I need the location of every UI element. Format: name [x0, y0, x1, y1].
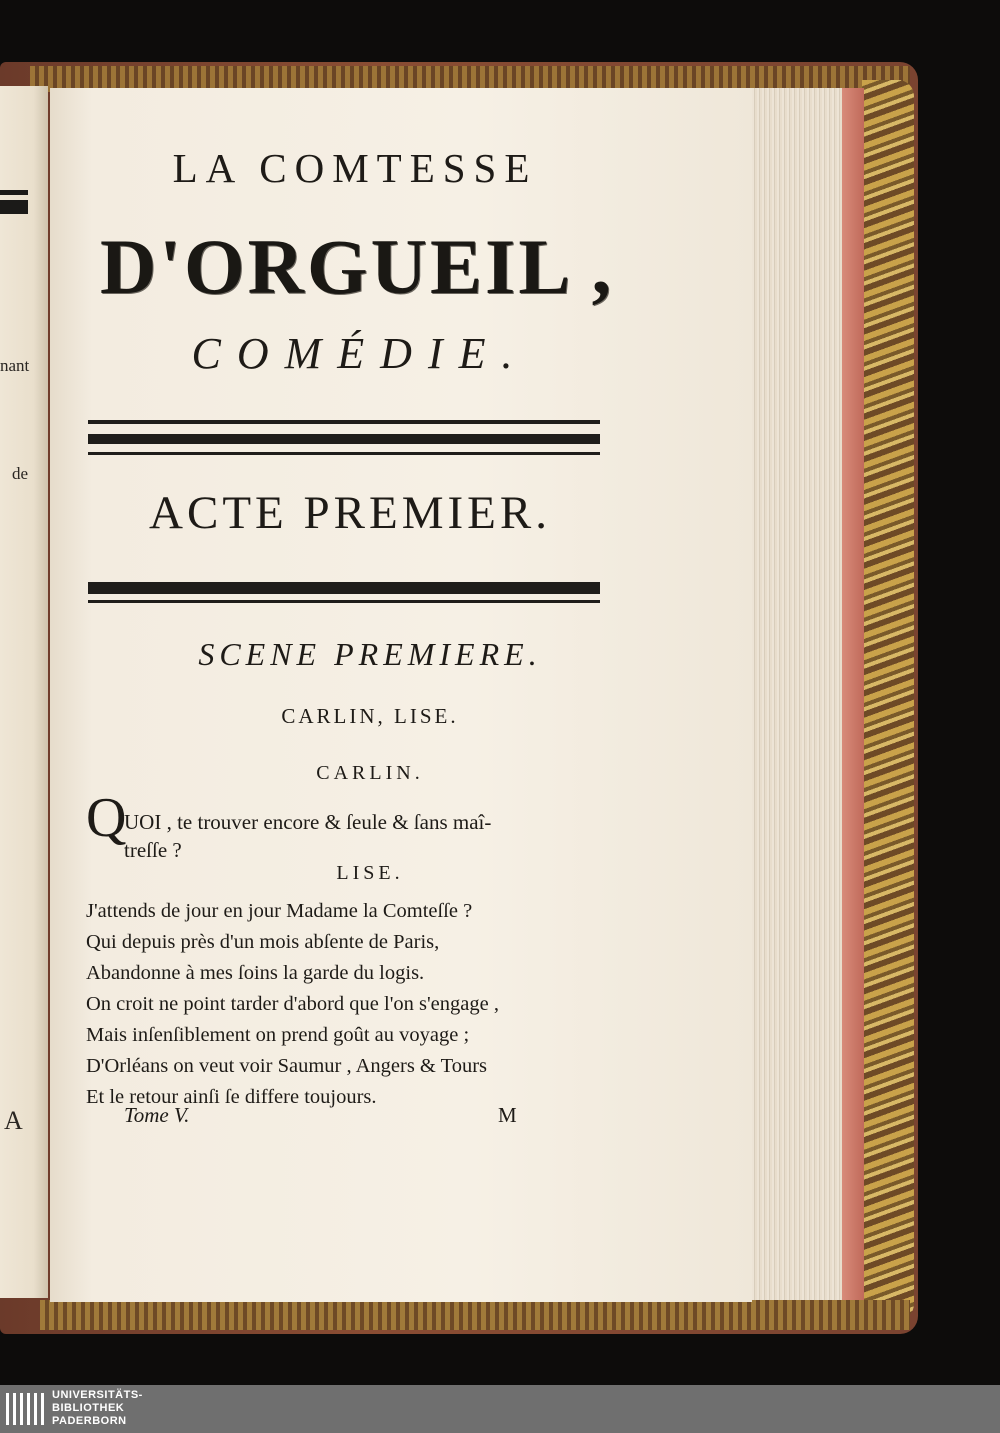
library-name-line: BIBLIOTHEK: [52, 1402, 125, 1414]
act-heading: ACTE PREMIER.: [149, 487, 551, 539]
verse-line: J'attends de jour en jour Madame la Comteſſe ?: [86, 900, 473, 922]
cover-gilt-edge: [862, 80, 914, 1320]
speech-line: UOI , te trouver encore & ſeule & ſans maî-: [124, 810, 492, 834]
library-name-line: PADERBORN: [52, 1415, 127, 1427]
cover-gilt-bottom: [40, 1300, 910, 1330]
left-page-rule: [0, 190, 28, 195]
library-logo-icon: [6, 1393, 46, 1425]
verse-line: Abandonne à mes ſoins la garde du logis.: [86, 962, 425, 984]
signature-mark: M: [498, 1103, 517, 1127]
left-page-rule: [0, 200, 28, 214]
volume-marker: Tome V.: [124, 1103, 190, 1127]
left-page-fragment: de: [12, 464, 29, 483]
page-block-edge: [752, 88, 864, 1300]
verse-line: D'Orléans on veut voir Saumur , Angers & Tours: [86, 1055, 488, 1077]
verse-line: On croit ne point tarder d'abord que l'on s'engage ,: [86, 993, 499, 1015]
play-title-line1: LA COMTESSE: [172, 145, 538, 191]
library-footer: [0, 1385, 1000, 1433]
left-page-fragment: nant: [0, 356, 30, 375]
double-rule-thin: [88, 452, 600, 455]
library-name-line: UNIVERSITÄTS-: [52, 1389, 143, 1401]
act-rule-thick: [88, 582, 600, 594]
right-page: [50, 88, 752, 1302]
speech-line: treſſe ?: [124, 838, 182, 862]
characters-list: CARLIN, LISE.: [281, 704, 459, 728]
speaker-name: LISE.: [336, 862, 404, 884]
left-page-fragment: A: [4, 1106, 23, 1135]
double-rule-thick: [88, 434, 600, 444]
act-rule-thin: [88, 600, 600, 603]
drop-capital: Q: [86, 787, 127, 849]
verse-line: Mais inſenſiblement on prend goût au voyage ;: [86, 1024, 470, 1046]
double-rule-thin: [88, 420, 600, 424]
left-page: [0, 86, 48, 1298]
speaker-name: CARLIN.: [316, 762, 424, 784]
library-name: [52, 1389, 143, 1428]
scene-heading: SCENE PREMIERE.: [198, 636, 542, 672]
play-genre: COMÉDIE.: [191, 329, 529, 378]
verse-line: Et le retour ainſi ſe differe toujours.: [86, 1086, 377, 1108]
verse-line: Qui depuis près d'un mois abſente de Paris,: [86, 931, 440, 953]
play-title-line2: D'ORGUEIL ,: [100, 223, 615, 310]
